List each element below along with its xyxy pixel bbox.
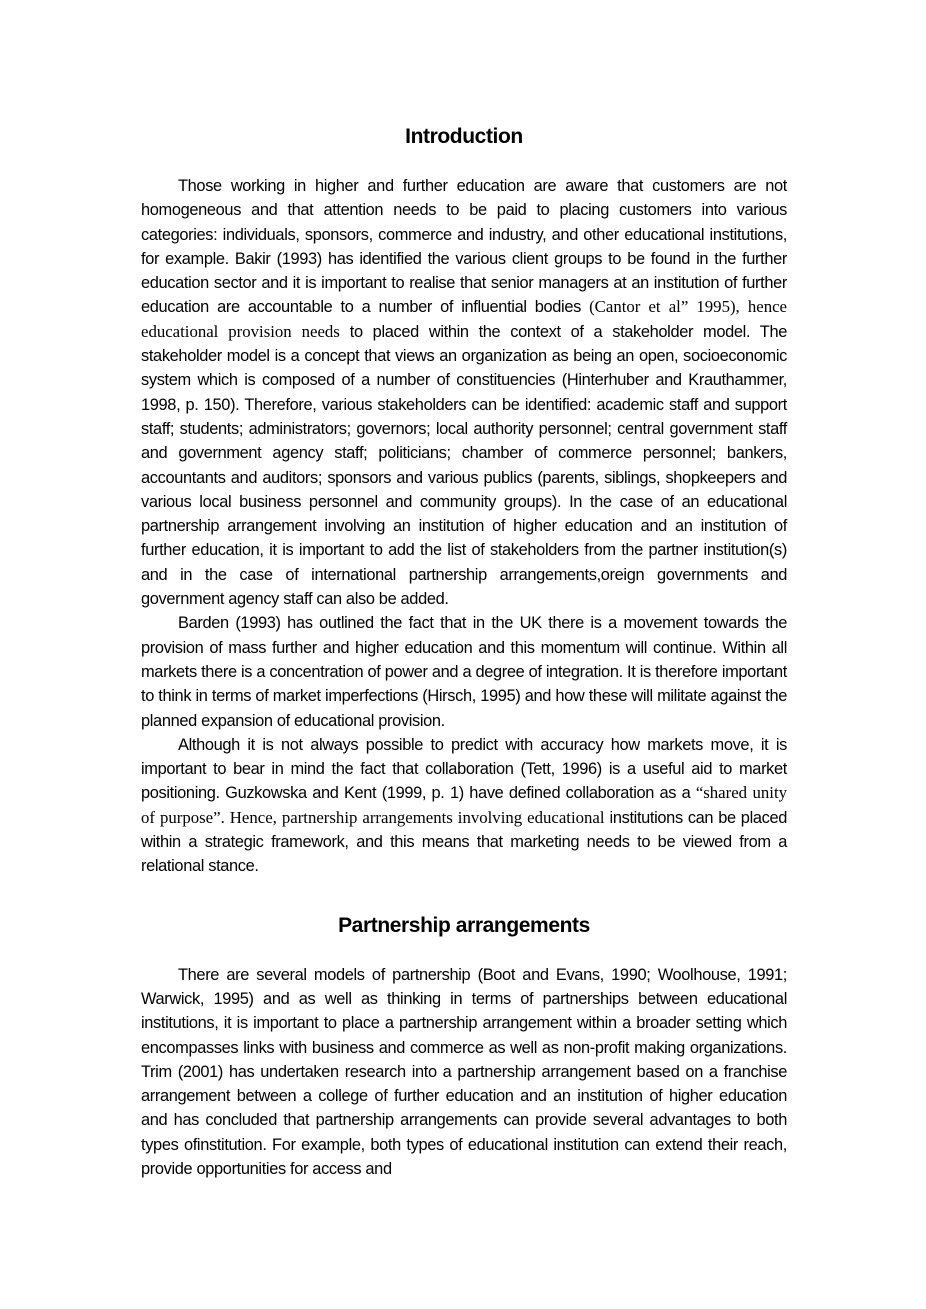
- section-heading-introduction: Introduction: [405, 125, 523, 148]
- intro-paragraph-3-serif-part: “shared unity of purpose”. Hence, partnership arrangements involving educational: [141, 783, 787, 827]
- intro-paragraph-1-part-b: to placed within the context of a stakeholder model. The stakeholder model is a concept that views an organization as being an open, socioeconomic system which is composed of a number of constituencies (Hinterhuber and Krauthammer, 1998, p. 150). Therefore, various stakeholders can be identified: academic staff and support staff; students; administrators; governors; local authority personnel; central government staff and government agency staff; politicians; chamber of commerce personnel; bankers, accountants and auditors; sponsors and various publics (parents, siblings, shopkeepers and various local business personnel and community groups). In the case of an educational partnership arrangement involving an institution of higher education and an institution of further education, it is important to add the list of stakeholders from the partner institution(s) and in the case of international partnership arrangements,oreign governments and government agency staff can also be added.: [141, 322, 787, 609]
- partnership-paragraph-1: There are several models of partnership (Boot and Evans, 1990; Woolhouse, 1991; Warwick, 1995) and as well as thinking in terms of partnerships between educational institutions, it is important to place a partnership arrangement within a broader setting which encompasses links with business and commerce as well as non-profit making organizations. Trim (2001) has undertaken research into a partnership arrangement based on a franchise arrangement between a college of further education and an institution of higher education and has concluded that partnership arrangements can provide several advantages to both types ofinstitution. For example, both types of educational institution can extend their reach, provide opportunities for access and: [141, 965, 787, 1178]
- intro-paragraph-1-serif-part: (Cantor et al” 1995), hence educational provision needs: [141, 297, 787, 341]
- intro-paragraph-3-part-b: institutions can be placed within a strategic framework, and this means that marketing needs to be viewed from a relational stance.: [141, 808, 787, 876]
- section-heading-partnership: Partnership arrangements: [338, 913, 590, 937]
- intro-paragraph-2: Barden (1993) has outlined the fact that in the UK there is a movement towards the provision of mass further and higher education and this momentum will continue. Within all markets there is a concentration of power and a degree of integration. It is therefore important to think in terms of market imperfections (Hirsch, 1995) and how these will militate against the planned expansion of educational provision.: [141, 614, 787, 730]
- document-page: [141, 118, 787, 1181]
- intro-paragraph-1: [141, 174, 787, 611]
- intro-paragraph-1-part-a: Those working in higher and further education are aware that customers are not homogeneous and that attention needs to be paid to placing customers into various categories: individuals, sponsors, commerce and industry, and other educational institutions, for example. Bakir (1993) has identified the various client groups to be found in the further education sector and it is important to realise that senior managers at an institution of further education are accountable to a number of influential bodies: [141, 177, 787, 317]
- intro-paragraph-3-part-a: Although it is not always possible to predict with accuracy how markets move, it is important to bear in mind the fact that collaboration (Tett, 1996) is a useful aid to market positioning. Guzkowska and Kent (1999, p. 1) have defined collaboration as a: [141, 735, 787, 803]
- intro-paragraph-3: [141, 733, 787, 879]
